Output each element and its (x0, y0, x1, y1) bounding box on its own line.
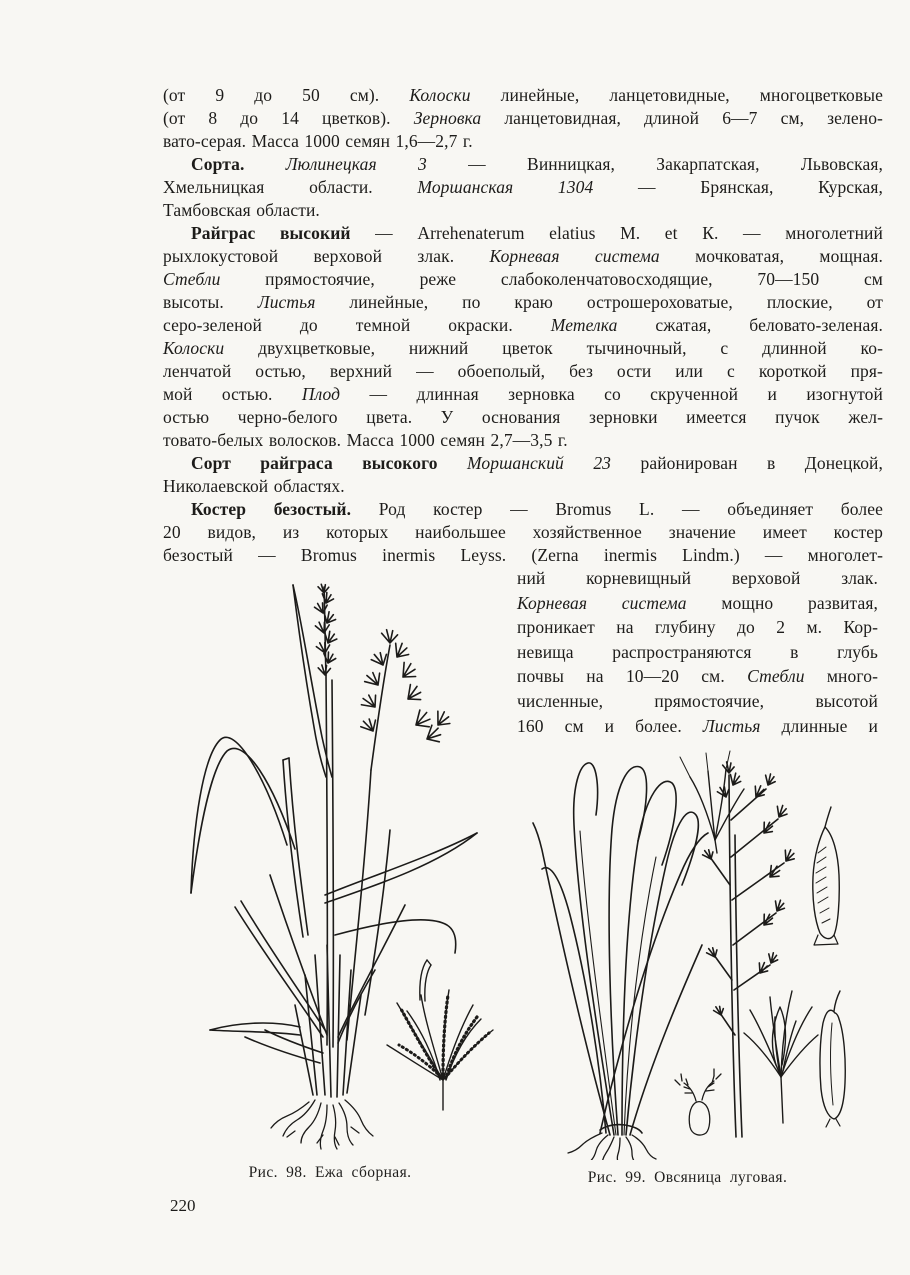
sprout-detail (675, 1069, 721, 1135)
text-run: товато-белых волосков. Масса 1000 семян 2,7—3,5 г. (163, 430, 568, 450)
bold-text-run: Сорт райграса высокого (191, 453, 467, 473)
grass-plant-meadow-fescue-drawing (530, 745, 865, 1160)
italic-text-run: Метелка (550, 315, 618, 335)
text-line (163, 107, 883, 130)
figure-98-caption: Рис. 98. Ежа сборная. (248, 1164, 412, 1181)
text-line (163, 498, 883, 521)
italic-text-run: Моршанский 23 (466, 453, 612, 473)
text-run: сжатая, беловато-зеленая. (617, 315, 883, 335)
roots (271, 1100, 373, 1149)
text-run: мочковатая, мощная. (659, 246, 883, 266)
text-run: высоты. (163, 292, 258, 312)
text-line (517, 591, 878, 616)
text-run: остью черно-белого цвета. У основания зерновки имеется пучок жел- (163, 407, 883, 427)
text-run: численные, прямостоячие, высотой (517, 690, 878, 711)
italic-text-run: Стебли (163, 269, 221, 289)
text-run: почвы на 10—20 см. (517, 666, 748, 687)
text-run: — длинная зерновка со скрученной и изогнутой (340, 384, 883, 404)
text-line (163, 222, 883, 245)
text-line (163, 337, 883, 360)
dense-panicle (314, 583, 339, 675)
wrap-column-text (517, 566, 878, 738)
page-number: 220 (170, 1196, 196, 1215)
figure-99-caption: Рис. 99. Овсяница луговая. (587, 1169, 788, 1186)
text-run: — Брянская, Курская, (593, 177, 884, 197)
text-run: ленчатой остью, верхний — обоеполый, без ости или с короткой пря- (163, 361, 883, 381)
text-line (163, 475, 883, 498)
text-run: безостый — Bromus inermis Leyss. (Zerna inermis Lindm.) — многолет- (163, 545, 883, 565)
text-run: — Винницкая, Закарпатская, Львовская, (426, 154, 884, 174)
text-run: Николаевской областях. (163, 476, 345, 496)
text-line (163, 383, 883, 406)
text-line (517, 664, 878, 689)
italic-text-run: Корневая система (489, 246, 660, 266)
text-run: вато-серая. Масса 1000 семян 1,6—2,7 г. (163, 131, 473, 151)
text-run: районирован в Донецкой, (611, 453, 883, 473)
text-run: Тамбовская области. (163, 200, 320, 220)
italic-text-run: Корневая система (517, 592, 687, 613)
italic-text-run: Люлинецкая 3 (285, 154, 427, 174)
text-run: много- (804, 666, 878, 687)
text-run: 160 см и более. (517, 715, 703, 736)
italic-text-run: Колоски (163, 338, 225, 358)
text-line (163, 544, 883, 567)
figure-98-illustration (175, 575, 505, 1165)
text-line (517, 689, 878, 714)
text-line (163, 314, 883, 337)
text-line (517, 640, 878, 665)
italic-text-run: Стебли (747, 666, 805, 687)
text-run: мой остью. (163, 384, 302, 404)
text-run: рыхлокустовой верховой злак. (163, 246, 490, 266)
text-run: — Arrehenaterum elatius М. et К. — многолетний (350, 223, 883, 243)
text-run: невища распространяются в глубь (517, 641, 878, 662)
text-run: линейные, по краю острошероховатые, плоские, от (315, 292, 884, 312)
text-run: мощно развитая, (686, 592, 878, 613)
italic-text-run: Зерновка (413, 108, 482, 128)
text-line (163, 84, 883, 107)
text-run: ний корневищный верховой злак. (517, 568, 878, 588)
text-run: (от 8 до 14 цветков). (163, 108, 414, 128)
text-line (163, 199, 883, 222)
bold-text-run: Сорта. (191, 154, 286, 174)
text-run: серо-зеленой до темной окраски. (163, 315, 551, 335)
text-line (517, 566, 878, 591)
text-line (163, 360, 883, 383)
text-run: (от 9 до 50 см). (163, 85, 410, 105)
text-run: проникает на глубину до 2 м. Кор- (517, 617, 878, 638)
text-line (517, 714, 878, 739)
bold-text-run: Райграс высокий (191, 223, 351, 243)
text-line (163, 406, 883, 429)
basal-clump (295, 945, 361, 1097)
text-line (163, 176, 883, 199)
tuft-roots (568, 1133, 656, 1160)
text-line (163, 429, 883, 452)
figure-99-illustration (530, 745, 865, 1160)
italic-text-run: Моршанская 1304 (417, 177, 594, 197)
italic-text-run: Плод (301, 384, 341, 404)
text-run: ланцетовидная, длиной 6—7 см, зелено- (481, 108, 883, 128)
text-line (163, 130, 883, 153)
panicle (701, 761, 797, 1137)
text-run: Хмельницкая области. (163, 177, 418, 197)
italic-text-run: Листья (702, 715, 761, 736)
loose-panicle (359, 629, 453, 770)
text-run: Род костер — Bromus L. — объединяет более (351, 499, 883, 519)
seed-detail-lower (820, 991, 845, 1127)
italic-text-run: Листья (257, 292, 316, 312)
italic-text-run: Колоски (409, 85, 471, 105)
spikelet-cluster-detail (744, 991, 818, 1123)
text-run: прямостоячие, реже слабоколенчатовосходящие, 70—150 см (220, 269, 883, 289)
text-line (163, 268, 883, 291)
text-line (517, 615, 878, 640)
grass-plant-cocksfoot-drawing (175, 575, 505, 1165)
text-run: линейные, ланцетовидные, многоцветковые (470, 85, 883, 105)
text-run: длинные и (760, 715, 878, 736)
text-line (163, 153, 883, 176)
seed-detail-upper (813, 807, 839, 945)
spikelet-detail (387, 960, 493, 1110)
text-run: 20 видов, из которых наибольшее хозяйственное значение имеет костер (163, 522, 883, 542)
bold-text-run: Костер безостый. (191, 499, 352, 519)
text-line (163, 291, 883, 314)
text-run: двухцветковые, нижний цветок тычиночный, с длинной ко- (224, 338, 883, 358)
text-line (163, 245, 883, 268)
text-line (163, 452, 883, 475)
body-text-block (163, 84, 883, 567)
text-line (163, 521, 883, 544)
